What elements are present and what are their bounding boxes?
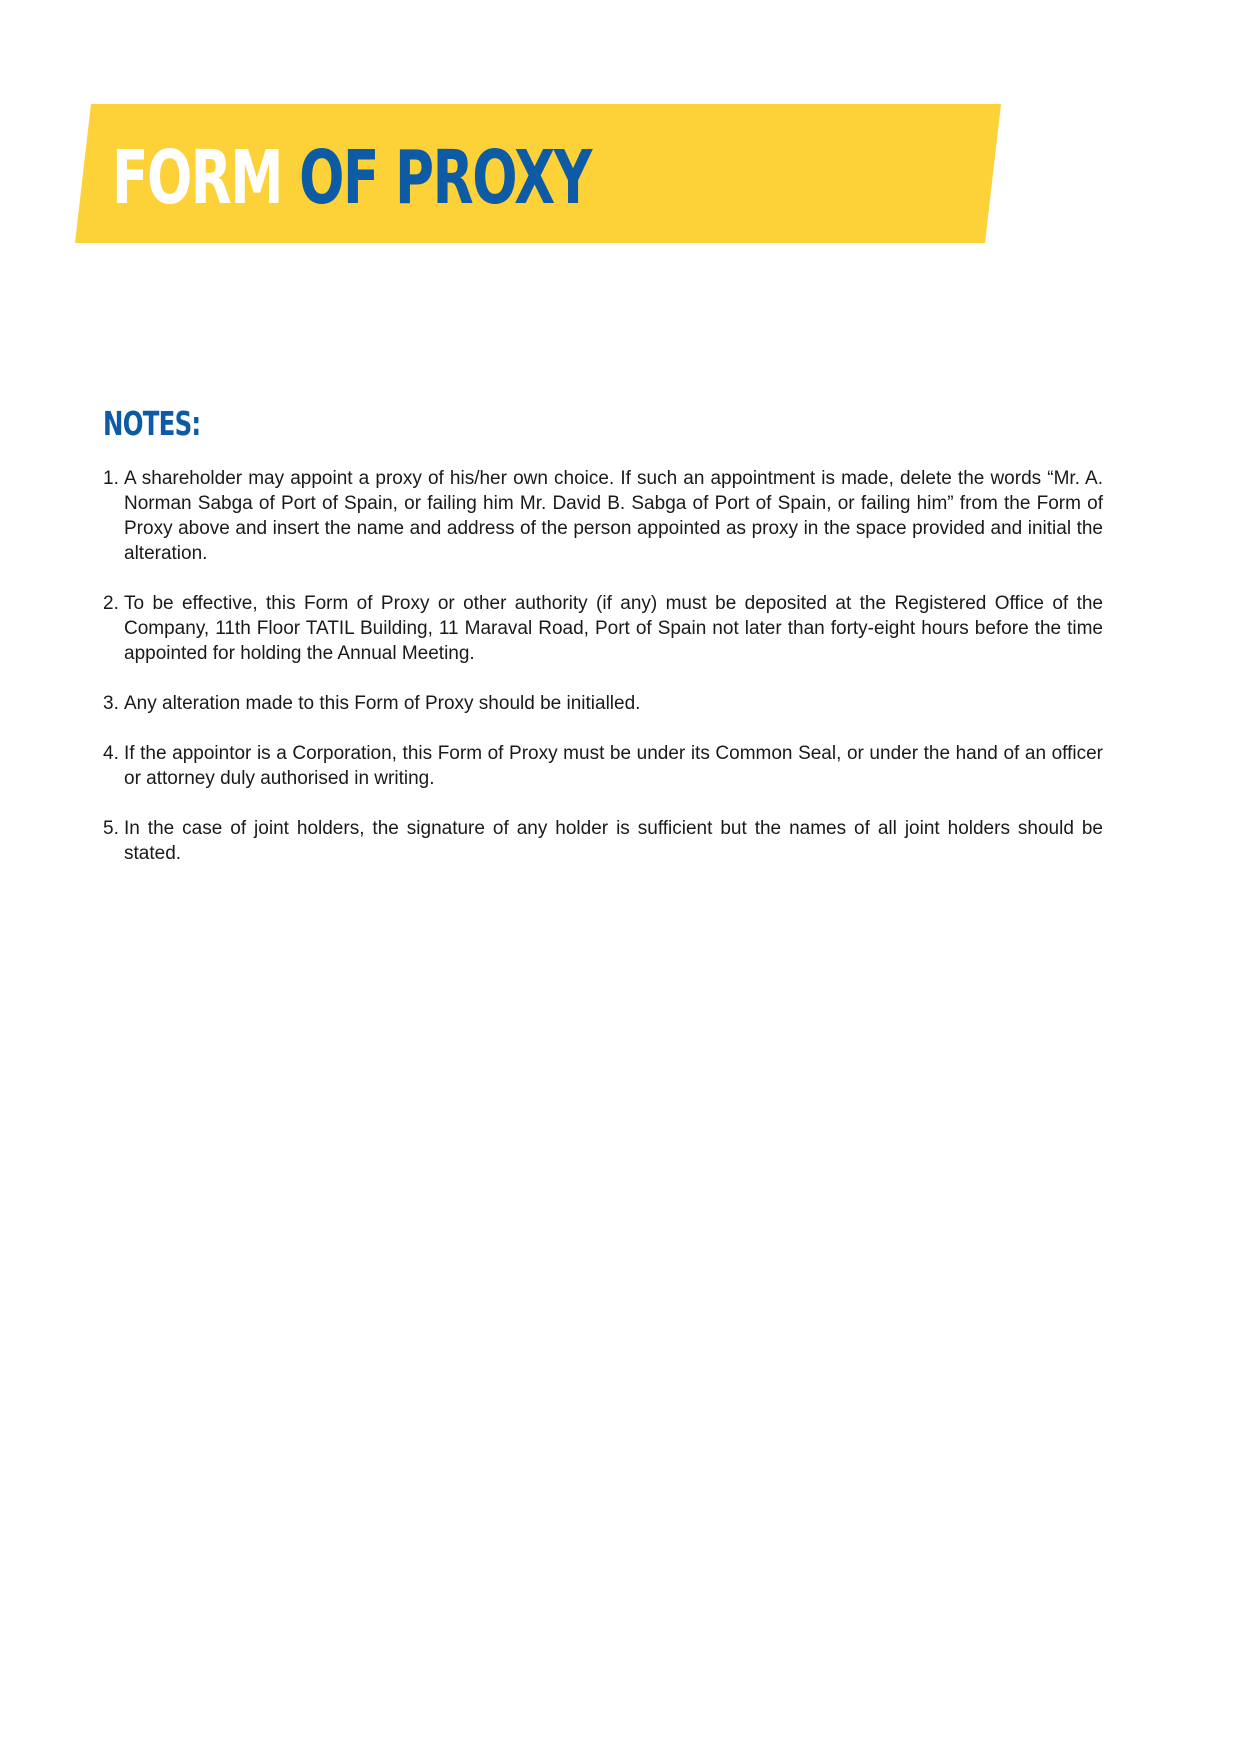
note-item-1	[103, 466, 1103, 566]
title-banner	[75, 104, 1001, 243]
page-title-part-2: OF PROXY	[299, 135, 591, 221]
note-text: In the case of joint holders, the signature of any holder is sufficient but the names of all joint holders should be stated.	[124, 818, 1103, 864]
note-number: 5.	[103, 818, 119, 839]
note-text: To be effective, this Form of Proxy or other authority (if any) must be deposited at the Registered Office of the Company, 11th Floor TATIL Building, 11 Maraval Road, Port of Spain not later than forty-eight hours before the time appointed for holding the Annual Meeting.	[124, 593, 1103, 664]
note-number: 3.	[103, 693, 119, 714]
note-number: 1.	[103, 468, 119, 489]
note-number: 2.	[103, 593, 119, 614]
note-text: Any alteration made to this Form of Proxy should be initialled.	[124, 693, 641, 714]
note-number: 4.	[103, 743, 119, 764]
note-item-4	[103, 741, 1103, 791]
page-title	[112, 135, 591, 221]
notes-list	[103, 466, 1103, 891]
notes-heading: NOTES:	[103, 404, 201, 443]
note-item-2	[103, 591, 1103, 666]
note-item-3	[103, 691, 1103, 716]
note-text: A shareholder may appoint a proxy of his/her own choice. If such an appointment is made, delete the words “Mr. A. Norman Sabga of Port of Spain, or failing him Mr. David B. Sabga of Port of Spain, or failing him” from the Form of Proxy above and insert the name and address of the person appointed as proxy in the space provided and initial the alteration.	[124, 468, 1103, 564]
note-item-5	[103, 816, 1103, 866]
page-title-part-1: FORM	[112, 135, 282, 221]
note-text: If the appointor is a Corporation, this Form of Proxy must be under its Common Seal, or under the hand of an officer or attorney duly authorised in writing.	[124, 743, 1103, 789]
